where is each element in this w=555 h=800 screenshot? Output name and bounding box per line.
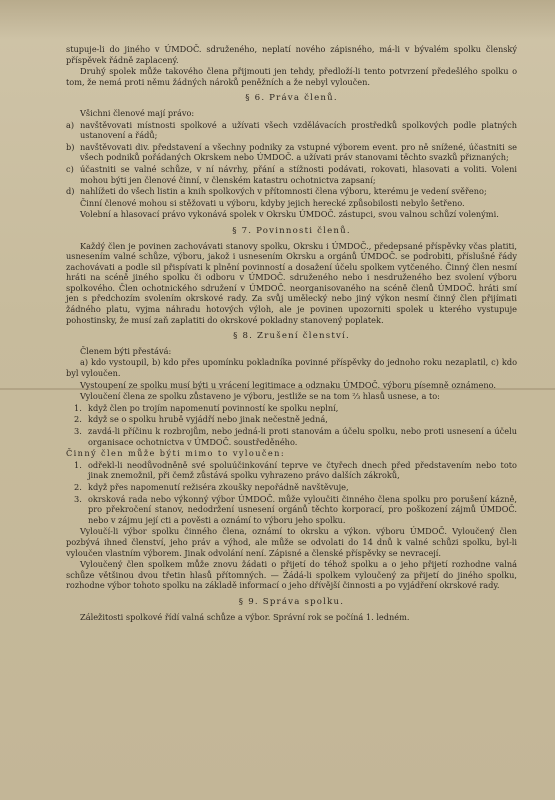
section-9-text: Záležitosti spolkové řídí valná schůze a výbor. Správní rok se počíná 1. ledném. xyxy=(80,611,410,622)
list-text: zavdá-li příčinu k rozbrojům, nebo jedná-li proti stanovám a účelu spolku, nebo proti usnesení a účelu organisace ochotnictva v ÚMDOČ. soustředěného. xyxy=(88,426,517,447)
list-marker: 3. xyxy=(74,493,82,504)
section-6-intro: Všichni členové mají právo: xyxy=(80,107,195,118)
list-marker: 3. xyxy=(74,426,82,436)
list-item xyxy=(66,142,517,163)
list-item xyxy=(66,164,517,185)
section-8-active-expulsion-list xyxy=(66,460,517,526)
list-text: když přes napomenutí režiséra zkoušky nepořádně navštěvuje, xyxy=(88,481,349,492)
list-text: nahlížeti do všech listin a knih spolkových v přítomnosti člena výboru, kterému je vedení svěřeno; xyxy=(80,186,487,197)
list-marker: d) xyxy=(66,186,75,197)
section-8-expulsion-list xyxy=(66,403,517,447)
section-7-text: Každý člen je povinen zachovávati stanovy spolku, Okrsku i ÚMDOČ., předepsané příspěvky včas platiti, usnesením valné schůze, výboru, jakož i usnesením Okrsku a orgánů ÚMDOČ. se podrobiti, příslušné řády zachovávati a podle sil přispívati k plnění povinností a dosažení účelu spolkem vytčeného. Činný člen nesmí hráti na scéně jiného spolku či odboru v ÚMDOČ. sdruženého nebo i nesdruženého bez svolení výboru spolkového. Člen ochotnického sdružení v ÚMDOČ. neorganisovaného na scéně členů ÚMDOČ. hráti smí jen s předchozím svolením okrskové rady. Za svůj umělecký nebo jiný výkon nesmí činný člen přijímati žádného platu, vyjma náhradu hotových výloh, ale je povinen upozorniti spolek u kterého vystupuje pohostinsky, že musí zaň zaplatiti do okrskové pokladny stanovený poplatek. xyxy=(66,240,517,325)
list-text: navštěvovati div. představení a všechny podniky za vstupné výborem event. pro ně snížené, účastniti se všech podniků pořádaných Okrskem nebo ÚMDOČ. a užívati práv stanovami těchto svazků přiznaných; xyxy=(80,141,517,163)
paragraph-continued: stupuje-li do jiného v ÚMDOČ. sdruženého, neplatí nového zápisného, má-li v bývalém spolku členský příspěvek řádně zaplacený. xyxy=(66,44,517,65)
section-6-active-members: Činní členové mohou si stěžovati u výboru, kdyby jejich herecké způsobilosti nebylo šetřeno. xyxy=(80,197,465,208)
list-item xyxy=(74,482,517,493)
paragraph-second-society: Druhý spolek může takového člena přijmouti jen tehdy, předloží-li tento potvrzení předešlého spolku o tom, že nemá proti němu žádných nároků peněžních a že nebyl vyloučen. xyxy=(66,66,517,87)
list-marker: b) xyxy=(66,141,75,152)
section-6-voting: Volební a hlasovací právo vykonává spolek v Okrsku ÚMDOČ. zástupci, svou valnou schůzí volenými. xyxy=(80,209,499,220)
section-8-expulsion-intro: Vyloučení člena ze spolku zůstaveno je výboru, jestliže se na tom ⅔ hlasů usnese, a to: xyxy=(80,391,440,402)
list-item xyxy=(74,403,517,414)
list-marker: c) xyxy=(66,163,74,174)
section-8-resignation: Vystoupení ze spolku musí býti u vrácení legitimace a odznaku ÚMDOČ. výboru písemně oznámeno. xyxy=(80,379,497,390)
section-7-heading: § 7. Povinnosti členů. xyxy=(232,225,351,236)
section-8-active-intro: Činný člen může býti mimo to vyloučen: xyxy=(66,448,285,459)
section-8-expelled-by-committee: Vyloučí-li výbor spolku činného člena, oznámí to okrsku a výkon. výboru ÚMDOČ. Vyloučený člen pozbývá ihned členství, jeho práv a výhod, ale může se odvolati do 14 dnů k valné schůzi spolku, byl-li vyloučen vlastním výborem. Jinak odvolání není. Zápisné a členské příspěvky se nevracejí. xyxy=(66,526,517,558)
list-item xyxy=(74,494,517,526)
list-text: odřekl-li neodůvodněně své spoluúčinkování teprve ve čtyřech dnech před představením nebo toto jinak znemožnil, při čemž zůstává spolku vyhrazeno právo dalších zákroků, xyxy=(88,459,517,481)
section-9-heading: § 9. Správa spolku. xyxy=(238,596,345,607)
list-text: když člen po trojím napomenutí povinností ke spolku neplní, xyxy=(88,402,339,413)
list-item xyxy=(66,120,517,141)
section-8-readmission: Vyloučený člen spolkem může znovu žádati o přijetí do téhož spolku a o jeho přijetí rozhodne valná schůze většinou dvou třetin hlasů přítomných. — Žádá-li spolkem vyloučený za přijetí do jiného spolku, rozhodne výbor tohoto spolku na základě informací o jeho dřívější činnosti a po vyjádření okrskové rady. xyxy=(66,559,517,591)
section-6-rights-list xyxy=(66,120,517,197)
list-item xyxy=(66,186,517,197)
list-text: účastniti se valné schůze, v ní návrhy, přání a stížnosti podávati, rokovati, hlasovati a voliti. Voleni mohou býti jen členové činní, v členském katastru ochotnictva zapsaní; xyxy=(80,163,517,185)
list-item xyxy=(74,426,517,447)
list-text: když se o spolku hrubě vyjádří nebo jinak nečestně jedná, xyxy=(88,414,328,425)
list-text: okrsková rada nebo výkonný výbor ÚMDOČ. může vyloučiti činného člena spolku pro porušení kázně, pro překročení stanov, nedodržení usnesení orgánů těchto korporací, pro poškození zájmů ÚMDOČ. nebo v zájmu její cti a pověsti a oznámí to výboru jeho spolku. xyxy=(88,493,517,525)
list-marker: 2. xyxy=(74,481,82,492)
section-8-intro: Členem býti přestává: xyxy=(80,345,172,356)
list-text: navštěvovati místnosti spolkové a užívati všech vzdělávacích prostředků spolkových podle platných ustanovení a řádů; xyxy=(80,119,517,141)
list-marker: a) xyxy=(66,119,75,130)
list-item xyxy=(74,414,517,425)
section-8-heading: § 8. Zrušení členství. xyxy=(233,331,350,342)
paper-fold xyxy=(0,388,555,390)
list-marker: 1. xyxy=(74,459,82,470)
list-item xyxy=(74,460,517,481)
section-6-heading: § 6. Práva členů. xyxy=(245,93,338,104)
list-marker: 2. xyxy=(74,414,82,425)
section-8-reasons: a) kdo vystoupil, b) kdo přes upomínku pokladníka povinné příspěvky do jednoho roku nezaplatil, c) kdo byl vyloučen. xyxy=(66,357,517,379)
list-marker: 1. xyxy=(74,402,82,413)
